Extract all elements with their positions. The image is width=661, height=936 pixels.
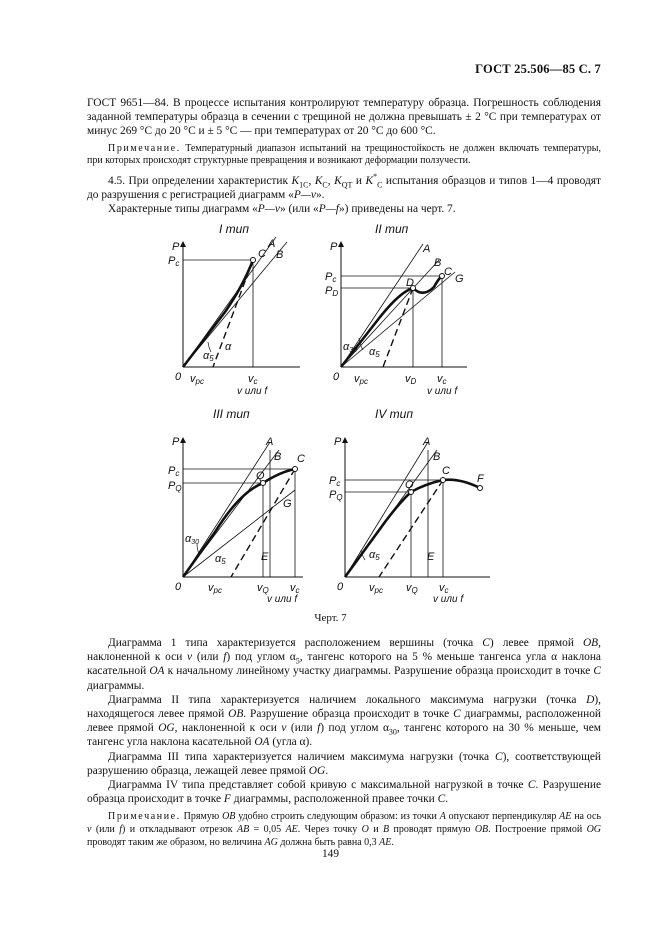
type3-a: A [266,436,274,448]
type2-line-og [341,272,455,367]
type1-b: B [276,249,284,261]
p3-start: Характерные типы диаграмм « [108,203,258,216]
type2-origin: 0 [333,371,340,383]
type1-y-label: P [172,241,180,253]
type3-curve [183,469,295,577]
pv-label: P—v [257,203,280,216]
k-symbol: K [365,174,374,187]
type4-f: F [477,473,484,485]
type4-point-c [441,478,446,483]
paragraph-type-2: Диаграмма II типа характеризуется наличием локального максимума нагрузки (точка D), находящегося левее прямой OB. Разрушение образца происходит в точке C диаграммы, расположенной левее прямой OG, наклоненной к оси v (или f) под углом $\alpha_{30}$, тангенс которого на 30 % меньше, чем тангенс угла наклона касательной OA (угла α). [87,693,601,749]
type1-alpha: α [225,341,232,353]
k-symbol: K [291,174,300,187]
type4-vpc: vpc [369,582,383,595]
type3-vpc: vpc [208,582,222,595]
figure-caption: Черт. 7 [314,612,347,624]
type1-pc-label: Pc [168,255,180,268]
type1-c: C [258,248,266,260]
type3-vc: vc [290,582,300,595]
sep: , [308,174,312,187]
type3-pc-label: Pc [168,465,180,478]
type2-c: C [444,266,452,278]
k-sub: C [322,180,328,190]
type4-point-f [478,486,483,491]
type1-curve [183,260,253,367]
type2-vc: vc [437,373,447,386]
p3-mid: » (или « [279,203,319,216]
type2-pc-label: Pc [325,271,337,284]
type2-y-label: P [330,241,338,253]
type1-x-label: v или f [237,386,268,397]
type4-origin: 0 [337,581,344,593]
type1-origin: 0 [175,371,182,383]
paragraph-diagram-types [87,202,601,216]
type3-title: III тип [213,407,250,421]
type3-point-c [293,467,298,472]
p45-start: 4.5. При определении характеристик [108,174,289,187]
type2-alpha5: α5 [369,346,380,359]
k-symbol: K [314,174,323,187]
section-diagram-descriptions [87,636,601,849]
k-sub: QT [341,180,353,190]
type4-vq: vQ [406,582,418,595]
type4-b: B [433,451,441,463]
type4-a: A [423,436,431,448]
type4-c: C [442,465,450,477]
type4-alpha5: α5 [369,549,380,562]
type3-q: Q [256,470,265,482]
k-sup: * [373,172,378,181]
type3-alpha30: α30 [185,533,200,546]
diagram-type-2 [325,222,467,397]
paragraph-4-5 [87,174,601,202]
type3-alpha5: α5 [215,553,226,566]
pv-label: P—v [293,189,316,201]
k-sub: 1C [299,180,309,190]
diagram-types-figure [155,222,515,602]
type4-pq-label: PQ [329,489,343,502]
type2-alpha30: α30 [343,341,358,354]
type4-line-oa [345,442,428,577]
type2-g: G [455,273,464,285]
diagram-type-3 [168,407,305,602]
type2-vpc: vpc [354,373,368,386]
diagram-type-4 [329,407,490,602]
type1-title: I тип [219,222,249,236]
p3-end: ») приведены на черт. 7. [338,203,456,216]
type2-x-label: v или f [427,386,458,397]
type1-unload-line [213,260,253,367]
paragraph-temperature: ГОСТ 9651—84. В процессе испытания контролируют температуру образца. Погрешность соблюдения заданной температуры образца в сечении с трещиной не должна превышать ± 2 °С при температурах от минус 269 °С до 20 °С и ± 5 °С — при температурах от 20 °С до 600 °С. [87,97,601,138]
p45-end: ». [315,189,325,201]
type2-pd-label: PD [325,285,339,298]
type4-pc-label: Pc [329,475,341,488]
p45-middle: испытания образцов и типов 1—4 проводят до разрушения с регистрацией диаграмм « [87,174,601,201]
page-header: ГОСТ 25.506—85 С. 7 [475,62,601,76]
note-construction: Примечание. Прямую OB удобно строить следующим образом: из точки A опускают перпендикуляр AE на ось v (или f) и откладывают отрезок AB = 0,05 AE. Через точку O и B проводят прямую OB. Построение прямой OG проводят таким же образом, но величина AG должна быть равна 0,3 AE. [87,811,602,848]
k-symbol: K [334,174,342,187]
type1-a: A [268,238,276,250]
type3-c: C [297,453,305,465]
and-word: и [355,174,362,187]
type4-x-label: v или f [433,594,464,602]
type1-alpha5: α5 [203,350,214,363]
type4-e: E [427,551,435,563]
type1-point-c [251,258,256,263]
paragraph-type-3: Диаграмма III типа характеризуется наличием максимума нагрузки (точка C), соответствующей разрушению образца, лежащей левее прямой OG. [87,750,601,777]
type3-pq-label: PQ [168,480,182,493]
type1-vc: vc [248,373,258,386]
type4-q: Q [405,479,414,491]
page-number: 149 [321,848,340,860]
paragraph-type-4: Диаграмма IV типа представляет собой кривую с максимальной нагрузкой в точке C. Разрушение образца происходит в точке F диаграммы, расположенной правее точки C. [87,779,601,806]
pf-label: P—f [318,203,339,216]
type4-y-label: P [334,436,342,448]
k-sub: C [377,180,383,190]
type3-b: B [274,451,282,463]
type2-a: A [423,243,431,255]
type3-g: G [283,498,292,510]
type2-b: B [434,257,442,269]
type4-vc: vc [439,582,449,595]
note-label: Примечание. [108,142,181,154]
type2-vd: vD [405,373,417,386]
figure-7 [155,222,515,607]
note-temperature [87,143,601,168]
type3-x-label: v или f [267,594,298,602]
paragraph-type-1: Диаграмма 1 типа характеризуется расположением вершины (точка C) левее прямой OB, наклоненной к оси v (или f) под углом $\alpha_5$, тангенс которого на 5 % меньше тангенса угла α наклона касательной OA к начальному линейному участку диаграммы. Разрушение образца происходит в точке C диаграммы. [87,637,601,692]
type2-unload-line [383,288,413,367]
diagram-type-1 [168,222,300,397]
type3-origin: 0 [175,581,182,593]
sep: , [327,174,331,187]
type3-y-label: P [172,436,180,448]
type2-title: II тип [375,222,409,236]
type1-vpc: vpc [190,373,204,386]
type2-d: D [406,277,414,289]
type3-e: E [261,551,269,563]
type3-vq: vQ [257,582,269,595]
section-intro [87,96,601,216]
type4-title: IV тип [375,407,413,421]
note-text: Температурный диапазон испытаний на трещиностойкость не должен включать температуры, при которых происходят структурные превращения и возникают деформации ползучести. [87,142,602,167]
